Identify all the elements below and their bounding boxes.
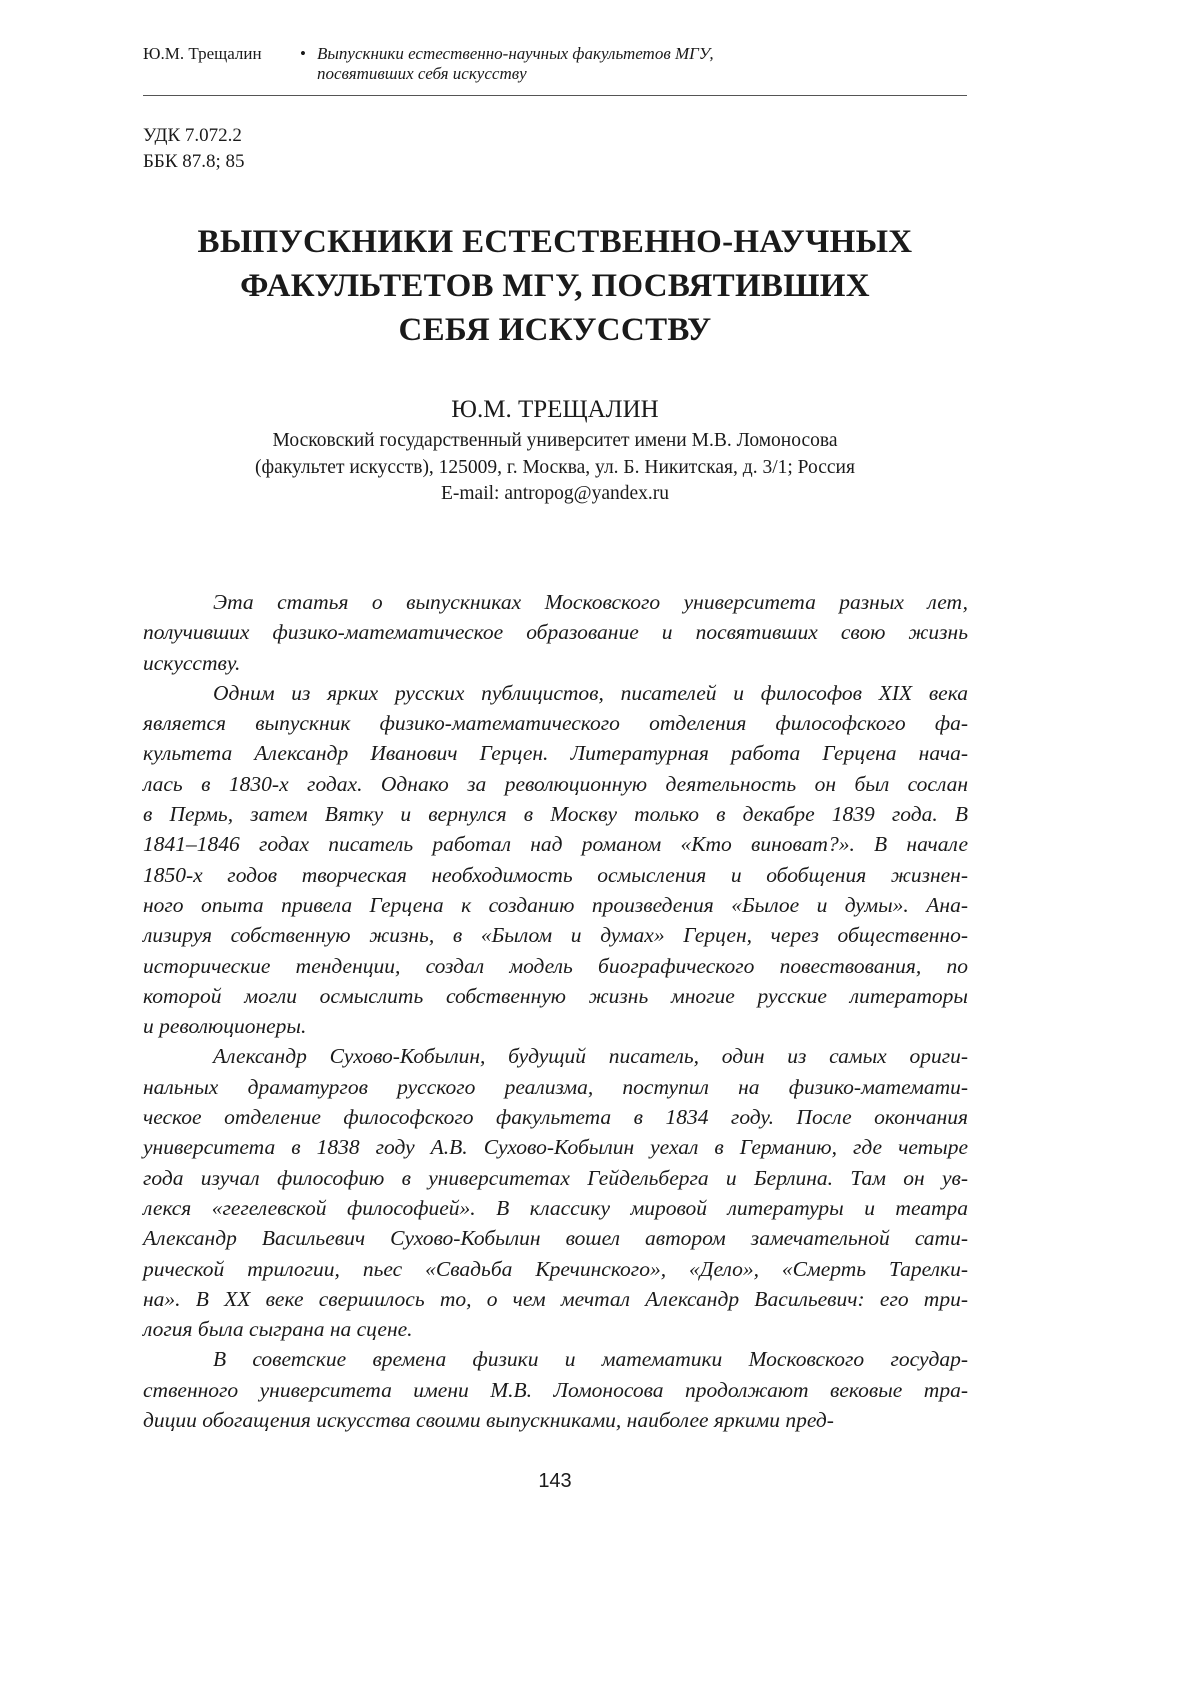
paragraph bbox=[143, 1041, 968, 1344]
paragraph bbox=[143, 678, 968, 1042]
running-header-title-line: Выпускники естественно-научных факультетов МГУ, bbox=[317, 44, 714, 63]
author-name: Ю.М. ТРЕЩАЛИН bbox=[100, 396, 1010, 424]
paragraph-line: лизируя собственную жизнь, в «Былом и думах» Герцен, через общественно- bbox=[143, 920, 968, 950]
paragraph-line: на». В XX веке свершилось то, о чем мечтал Александр Васильевич: его три- bbox=[143, 1284, 968, 1314]
paragraph-line: логия была сыграна на сцене. bbox=[143, 1314, 968, 1344]
paragraph-line: лекся «гегелевской философией». В классику мировой литературы и театра bbox=[143, 1193, 968, 1223]
paragraph-line: года изучал философию в университетах Гейдельберга и Берлина. Там он ув- bbox=[143, 1163, 968, 1193]
udk-code: УДК 7.072.2 bbox=[143, 123, 245, 149]
paragraph-line: лась в 1830-х годах. Однако за революционную деятельность он был сослан bbox=[143, 769, 968, 799]
paragraph-line: В советские времена физики и математики Московского государ- bbox=[143, 1344, 968, 1374]
article-title bbox=[100, 220, 1010, 352]
paragraph bbox=[143, 1344, 968, 1435]
author-affiliation bbox=[100, 428, 1010, 508]
bbk-code: ББК 87.8; 85 bbox=[143, 149, 245, 175]
paragraph-line: университета в 1838 году А.В. Сухово-Кобылин уехал в Германию, где четыре bbox=[143, 1132, 968, 1162]
paragraph-line: является выпускник физико-математического отделения философского фа- bbox=[143, 708, 968, 738]
paragraph-line: которой могли осмыслить собственную жизнь многие русские литераторы bbox=[143, 981, 968, 1011]
article-title-line: ВЫПУСКНИКИ ЕСТЕСТВЕННО-НАУЧНЫХ bbox=[100, 220, 1010, 264]
running-header-title-line: посвятивших себя искусству bbox=[317, 64, 527, 83]
paragraph-line: нальных драматургов русского реализма, поступил на физико-математи- bbox=[143, 1072, 968, 1102]
article-body bbox=[143, 587, 968, 1435]
paragraph-line: Эта статья о выпускниках Московского университета разных лет, bbox=[143, 587, 968, 617]
article-title-line: ФАКУЛЬТЕТОВ МГУ, ПОСВЯТИВШИХ bbox=[100, 264, 1010, 308]
paragraph-line: получивших физико-математическое образование и посвятивших свою жизнь bbox=[143, 617, 968, 647]
paragraph-line: 1850-х годов творческая необходимость осмысления и обобщения жизнен- bbox=[143, 860, 968, 890]
paragraph bbox=[143, 587, 968, 678]
paragraph-line: 1841–1846 годах писатель работал над романом «Кто виноват?». В начале bbox=[143, 829, 968, 859]
paragraph-line: ственного университета имени М.В. Ломоносова продолжают вековые тра- bbox=[143, 1375, 968, 1405]
classification-codes bbox=[143, 123, 245, 175]
paragraph-line: и революционеры. bbox=[143, 1011, 968, 1041]
paragraph-line: диции обогащения искусства своими выпускниками, наиболее яркими пред- bbox=[143, 1405, 968, 1435]
affiliation-line: Московский государственный университет имени М.В. Ломоносова bbox=[100, 428, 1010, 455]
running-header-author: Ю.М. Трещалин bbox=[143, 44, 262, 64]
author-email[interactable]: E-mail: antropog@yandex.ru bbox=[100, 481, 1010, 508]
paragraph-line: исторические тенденции, создал модель биографического повествования, по bbox=[143, 951, 968, 981]
paragraph-line: ного опыта привела Герцена к созданию произведения «Былое и думы». Ана- bbox=[143, 890, 968, 920]
paragraph-line: рической трилогии, пьес «Свадьба Кречинского», «Дело», «Смерть Тарелки- bbox=[143, 1254, 968, 1284]
header-divider bbox=[143, 95, 967, 96]
paragraph-line: ческое отделение философского факультета в 1834 году. После окончания bbox=[143, 1102, 968, 1132]
affiliation-line: (факультет искусств), 125009, г. Москва, ул. Б. Никитская, д. 3/1; Россия bbox=[100, 455, 1010, 482]
paragraph-line: культета Александр Иванович Герцен. Литературная работа Герцена нача- bbox=[143, 738, 968, 768]
paragraph-line: Одним из ярких русских публицистов, писателей и философов XIX века bbox=[143, 678, 968, 708]
running-header-title bbox=[317, 44, 714, 84]
paragraph-line: Александр Сухово-Кобылин, будущий писатель, один из самых ориги- bbox=[143, 1041, 968, 1071]
paragraph-line: в Пермь, затем Вятку и вернулся в Москву только в декабре 1839 года. В bbox=[143, 799, 968, 829]
paragraph-line: Александр Васильевич Сухово-Кобылин вошел автором замечательной сати- bbox=[143, 1223, 968, 1253]
page-number: 143 bbox=[0, 1470, 1110, 1493]
running-header-bullet: • bbox=[300, 44, 306, 64]
article-title-line: СЕБЯ ИСКУССТВУ bbox=[100, 308, 1010, 352]
paragraph-line: искусству. bbox=[143, 648, 968, 678]
